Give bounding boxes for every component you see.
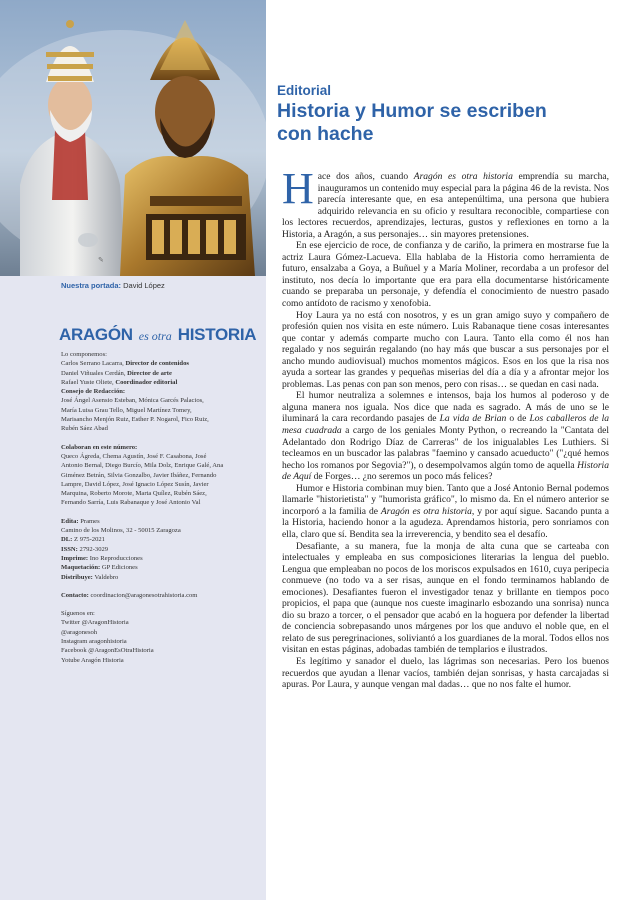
credit-role: Coordinador editorial (115, 378, 178, 386)
film-title-italic: La vida de Brian (439, 413, 507, 425)
cover-caption-label: Nuestra portada: (61, 281, 122, 290)
contributors-label: Colaboran en este número: (61, 443, 138, 451)
magazine-title-italic: Aragón es otra historia (413, 171, 513, 182)
publisher-label: Edita: (61, 517, 81, 525)
printer-value: Ino Reproducciones (89, 554, 143, 562)
social-twitter-alt[interactable]: @aragonesoh (61, 628, 98, 636)
contributors-line: Lampre, David López, José Ignacio López Susín, Javier (61, 480, 209, 488)
film-title-italic: Los caballeros de la mesa cuadrada (282, 413, 609, 437)
legal-deposit-value: Z 975-2021 (74, 536, 105, 544)
text-run: Humor e Historia combinan muy bien. Tanto que a José Antonio Bernal podemos llamarle "historietista" y "humorista gráfico", lo mismo da. En el número anterior se incorporó a la familia de (282, 482, 609, 517)
social-youtube[interactable]: Yotube Aragón Historia (61, 656, 124, 664)
spacer (61, 582, 261, 591)
council-label: Consejo de Redacción: (61, 388, 126, 396)
credit-role: Director de contenidos (125, 360, 189, 368)
cover-painting (0, 0, 266, 276)
legal-deposit-line (61, 535, 261, 544)
layout-value: GP Ediciones (101, 564, 138, 572)
text-run: o de (506, 413, 530, 425)
cover-illustration (0, 0, 266, 276)
article-paragraph: Hoy Laura ya no está con nosotros, y es un gran amigo suyo y compañero de profesión quien nos visita en este número. Luis Rabanaque tiene cosas interesantes que contar y además comparte mucho con Laura. Tanto ella como él nos han regalado y nos seguirán regalando (no hay más que buscar a sus personajes por el ancho mundo audiovisual) muchos momentos mágicos. Esos en los que la risa nos ayuda a sortear las grandes y pequeñas miserias del día a día y a afrontar mejor los problemas. Las penas con pan son menos, pero con risas… se quedan en casi nada. (282, 309, 609, 390)
article-paragraph: Es legítimo y sanador el duelo, las lágrimas son necesarias. Pero los buenos recuerdos que ayudan a llenar vacíos, también dejan sonrisas, y hasta carcajadas si apuras. Por Laura, y aunque vengan mal dadas… que no nos falte el humor. (282, 655, 609, 691)
section-label: Editorial (277, 83, 332, 98)
contributors-line: Queco Ágreda, Chema Agustín, José F. Casabona, José (61, 452, 207, 460)
logo-word-historia: HISTORIA (177, 325, 257, 344)
text-run: a cargo de los geniales Monty Python, o recreando la "Cantata del Adelantado don Rodrigo Díaz de Carreras" de los inigualables Les Luthiers. Si tecleamos en un buscador las palabras "faemino y cansado acueducto" ("¿qué hemos hecho los romanos por Segovia?"), o desempolvamos algún tomo de aquella (282, 425, 609, 471)
article-paragraph (282, 390, 609, 482)
social-heading: Síguenos en: (61, 610, 95, 618)
distributor-line (61, 573, 261, 582)
council-line: María Luisa Grau Tello, Miguel Martínez Tomey, (61, 406, 192, 414)
svg-text:✎: ✎ (98, 256, 104, 264)
magazine-title-italic: Aragón es otra historia (380, 505, 472, 517)
printer-label: Imprime: (61, 554, 90, 562)
text-run: emprendía su marcha, inauguramos un contenido muy especial para la página 46 de la revista. Nos parecía interesante que, en esa antepenúltima, una persona que hubiera adquirido relevancia en su oficio y resultara reconocible, compartiese con los lectores recuerdos, aprendizajes, lecturas, gustos y reflexiones en torno a la Historia, a Aragón, a sus personajes… sin mayores pretensiones. (282, 171, 609, 240)
layout-label: Maquetación: (61, 564, 102, 572)
spacer (61, 600, 261, 609)
contact-label: Contacto: (61, 591, 91, 599)
article-paragraph (282, 483, 609, 541)
social-facebook[interactable]: Facebook @AragonEsOtraHistoria (61, 647, 154, 655)
credits-line (61, 359, 261, 368)
issn-value: 2792-3029 (79, 545, 109, 553)
credits-line (61, 378, 261, 387)
credit-name: Daniel Viñuales Cerdán, (61, 369, 128, 377)
spacer (61, 508, 261, 517)
layout-line (61, 563, 261, 572)
social-instagram[interactable]: Instagram aragonhistoria (61, 638, 127, 646)
text-run: ace dos años, cuando (317, 171, 414, 182)
logo-word-aragon: ARAGÓN (59, 325, 133, 344)
council-heading (61, 387, 261, 396)
text-run: de Forges… ¿no seremos un poco más felices? (311, 471, 493, 483)
drop-cap: H (282, 164, 314, 213)
article-paragraph (282, 164, 609, 240)
article-paragraph: En ese ejercicio de roce, de confianza y de cariño, la primera en mostrarse fue la actriz Laura Gómez-Lacueva. Ella hablaba de la Historia como herramienta de futuro, ensalzaba a Goya, a Buñuel y a María Moliner, recordaba a un profesor del instituto, nos decía lo importante que era para ella documentarse históricamente cuando se preparaba un personaje, y defendía el conocimiento de nuestro pasado como antídoto de racismo y xenofobia. (282, 240, 609, 310)
headline: Historia y Humor se escriben con hache (277, 100, 547, 145)
distributor-value: Valdebro (94, 573, 119, 581)
legal-deposit-label: DL: (61, 536, 75, 544)
contact-email[interactable]: coordinacion@aragonesotrahistoria.com (90, 591, 198, 599)
cover-caption-value: David López (123, 281, 165, 290)
article-paragraph: Desafiante, a su manera, fue la monja de alta cuna que se carteaba con intelectuales y empleaba en sus composiciones literarias la lengua del pueblo. Lengua que empleaban no pocos de los moriscos expulsados en 1610, cuya peripecia conmueve (no todo va a ser risas, aunque en el fondo terminamos hablando de emociones). Desafiantes fueron el investigador tenaz y brillante en tiempos poco propicios, el papa que (aunque nos cueste imaginarlo esbozando una sonrisa) nunca dio su brazo a torcer, o el pensador que acabó en la hoguera por defender la libertad de conciencia sobrepasando unos márgenes por los que anduvo el noble que, en el relato de sus peregrinaciones, soliviantó a los guardianes de la moral. Todos ellos nos visitan en estas páginas, adobadas también de templarios e ilustrados. (282, 540, 609, 656)
sidebar-panel (0, 0, 266, 900)
credit-role: Director de arte (127, 369, 172, 377)
credits-heading: Lo componemos: (61, 351, 107, 358)
credit-name: Carlos Serrano Lacarra, (61, 360, 126, 368)
cover-caption (61, 281, 165, 290)
address-line: Camino de los Molinos, 32 - 50015 Zaragoza (61, 527, 181, 535)
contributors-line: Fernando Sarría, Luis Rabanaque y José Antonio Val (61, 499, 201, 507)
spacer (61, 434, 261, 443)
logo-word-es-otra: es otra (138, 329, 172, 343)
contributors-line: Marquina, Roberto Morote, Marta Quílez, Rubén Sáez, (61, 490, 207, 498)
council-line: José Ángel Asensio Esteban, Mónica Garcés Palacios, (61, 397, 204, 405)
contributors-line: Giménez Betrán, Silvia Gonzalbo, Javier Ibáñez, Fernando (61, 471, 217, 479)
credits-line (61, 369, 261, 378)
text-run: El humor neutraliza a solemnes e intensos, baja los humos al poderoso y de alguna manera nos iguala. Nos dice que nada es sagrado. A más de uno se le iluminará la cara recordando pasajes de (282, 390, 609, 425)
social-twitter[interactable]: Twitter @AragonHistoria (61, 619, 129, 627)
text-run: , y por aquí sigue. Sacando punta a la Historia, haciendo honor a la agudeza. Aprendamos historia, pero sonriamos con ella, claro que sí. Bendita sea la irreverencia, y bendito sea el desafío. (282, 505, 609, 540)
contributors-line: Antonio Bernal, Diego Burcío, Mila Dolz, Enrique Galé, Ana (61, 462, 224, 470)
credits-block (61, 350, 261, 665)
issn-label: ISSN: (61, 545, 80, 553)
credit-name: Rafael Yuste Oliete, (61, 378, 116, 386)
distributor-label: Distribuye: (61, 573, 95, 581)
contact-line (61, 591, 261, 600)
publisher-line (61, 517, 261, 526)
council-line: Rubén Sáez Abad (61, 425, 108, 433)
issn-line (61, 545, 261, 554)
publisher-value: Prames (80, 517, 100, 525)
book-title-italic: Historia de Aquí (282, 459, 609, 483)
contributors-heading (61, 443, 261, 452)
article-body (282, 164, 609, 691)
council-line: Marisancho Menjón Ruiz, Esther P. Nogarol, Fico Ruiz, (61, 416, 209, 424)
printer-line (61, 554, 261, 563)
magazine-logo (59, 325, 256, 347)
